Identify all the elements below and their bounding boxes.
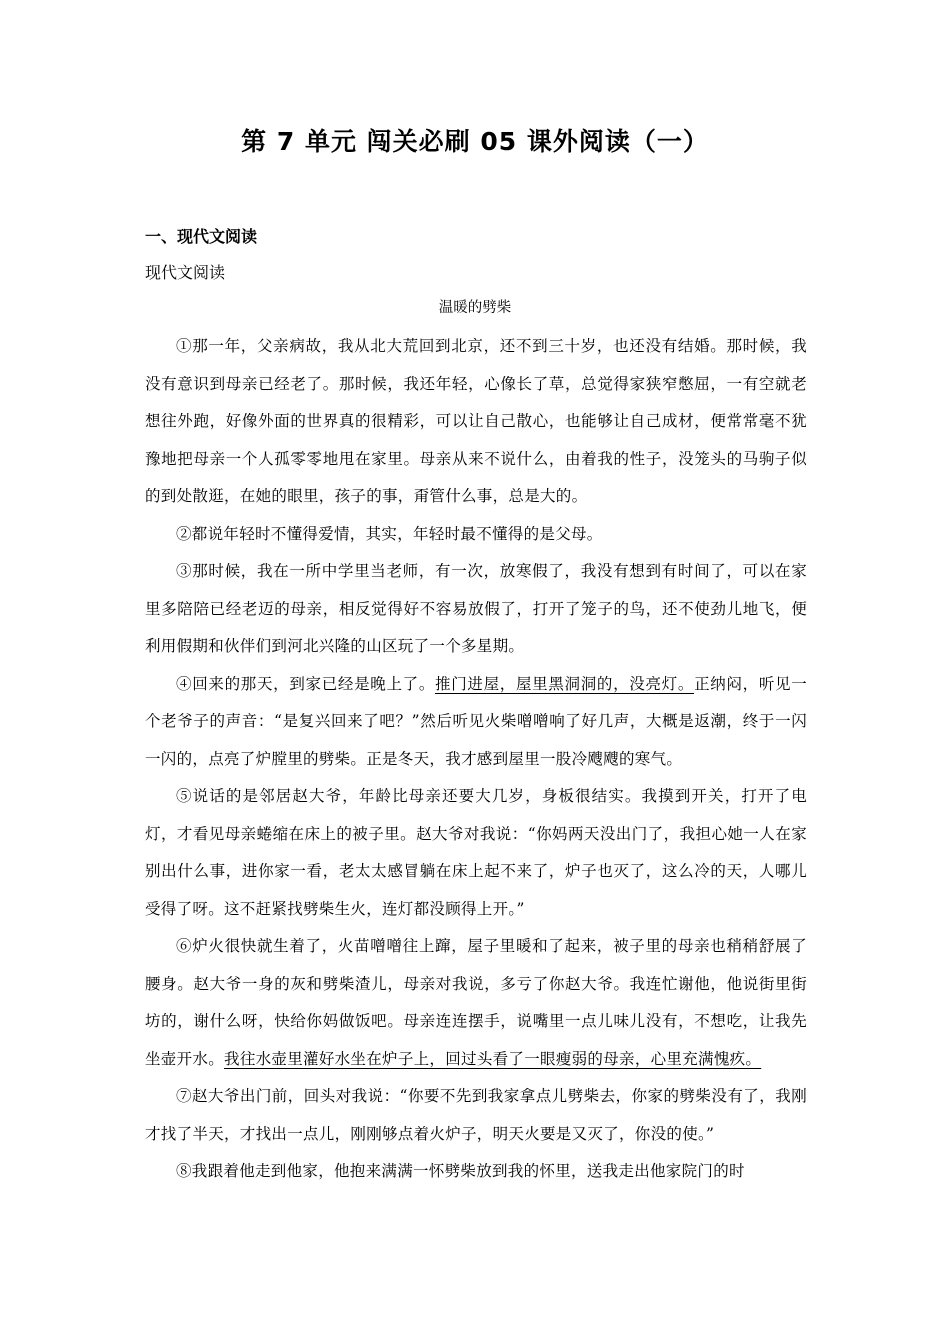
paragraph-text: ②都说年轻时不懂得爱情，其实，年轻时最不懂得的是父母。 [176,524,603,543]
paragraph-8 [145,1153,807,1191]
underlined-sentence: 推门进屋，屋里黑洞洞的，没亮灯。 [435,674,695,693]
paragraph-text: ⑧我跟着他走到他家，他抱来满满一怀劈柴放到我的怀里，送我走出他家院门的时 [176,1162,745,1180]
paragraph-text: ⑦赵大爷出门前，回头对我说：“你要不先到我家拿点儿劈柴去，你家的劈柴没有了，我刚才找了半天，才找出一点儿，刚刚够点着火炉子，明天火要是又灭了，你没的使。” [145,1087,807,1143]
paragraph-text: ④回来的那天，到家已经是晚上了。 [176,674,436,693]
paragraph-text: 正纳闷，听见一个老爷子的声音：“是复兴回来了吧？”然后听见火柴噌噌响了好几声，大概是返潮，终于一闪一闪的，点亮了炉膛里的劈柴。正是冬天，我才感到屋里一股冷飕飕的寒气。 [145,674,807,768]
paragraph-1 [145,328,807,516]
article-body [145,328,807,1191]
paragraph-text: ③那时候，我在一所中学里当老师，有一次，放寒假了，我没有想到有时间了，可以在家里多陪陪已经老迈的母亲，相反觉得好不容易放假了，打开了笼子的鸟，还不使劲儿地飞，便利用假期和伙伴们到河北兴隆的山区玩了一个多星期。 [145,562,807,655]
section-heading: 一、现代文阅读 [145,227,258,246]
paragraph-3 [145,553,807,666]
paragraph-4 [145,666,807,779]
paragraph-text: ①那一年，父亲病故，我从北大荒回到北京，还不到三十岁，也还没有结婚。那时候，我没有意识到母亲已经老了。那时候，我还年轻，心像长了草，总觉得家狭窄憋屈，一有空就老想往外跑，好像外面的世界真的很精彩，可以让自己散心，也能够让自己成材，便常常毫不犹豫地把母亲一个人孤零零地甩在家里。母亲从来不说什么，由着我的性子，没笼头的马驹子似的到处散逛，在她的眼里，孩子的事，甭管什么事，总是大的。 [145,337,807,505]
page-title: 第 7 单元 闯关必刷 05 课外阅读（一） [241,127,709,156]
article-title: 温暖的劈柴 [438,300,512,316]
underlined-sentence: 我往水壶里灌好水坐在炉子上，回过头看了一眼瘦弱的母亲，心里充满愧疚。 [224,1049,762,1068]
subheading: 现代文阅读 [145,263,226,282]
paragraph-2 [145,516,807,554]
paragraph-5 [145,778,807,928]
paragraph-text: ⑤说话的是邻居赵大爷，年龄比母亲还要大几岁，身板很结实。我摸到开关，打开了电灯，才看见母亲蜷缩在床上的被子里。赵大爷对我说：“你妈两天没出门了，我担心她一人在家别出什么事，进你家一看，老太太感冒躺在床上起不来了，炉子也灭了，这么冷的天，人哪儿受得了呀。这不赶紧找劈柴生火，连灯都没顾得上开。” [145,787,807,918]
paragraph-7 [145,1078,807,1153]
paragraph-6 [145,928,807,1078]
paragraph-text: ⑥炉火很快就生着了，火苗噌噌往上蹿，屋子里暖和了起来，被子里的母亲也稍稍舒展了腰身。赵大爷一身的灰和劈柴渣儿，母亲对我说，多亏了你赵大爷。我连忙谢他，他说街里街坊的，谢什么呀，快给你妈做饭吧。母亲连连摆手，说嘴里一点儿味儿没有，不想吃，让我先坐壶开水。 [145,937,807,1068]
